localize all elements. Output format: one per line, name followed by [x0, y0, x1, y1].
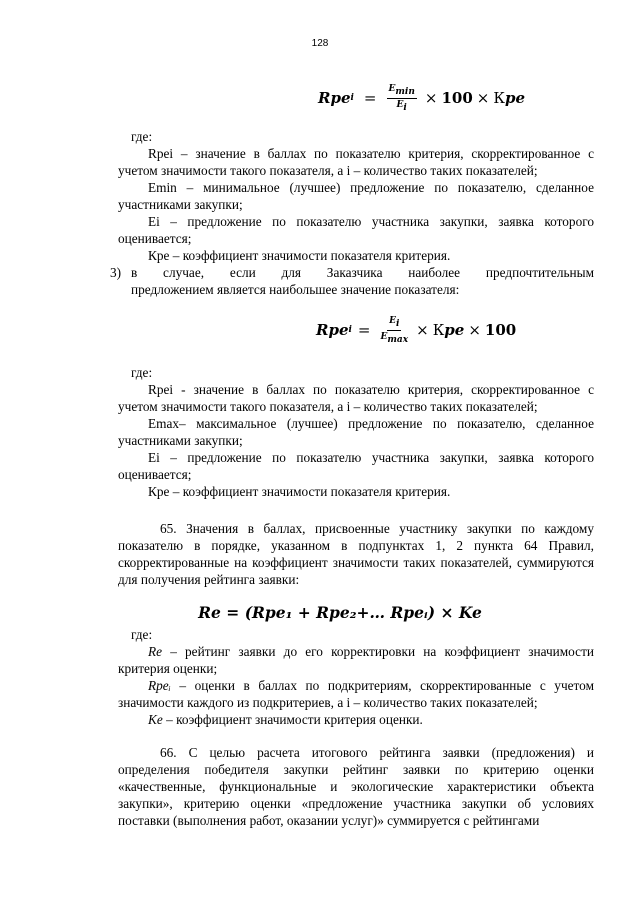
block-1	[110, 128, 594, 298]
paragraph-66: 66. С целью расчета итогового рейтинга заявки (предложения) и определения победителя закупки рейтинг заявки по критерию оценки «качественные, функциональные и экологические характеристики объекта закупки», критерию оценки «предложение участника закупки об условиях поставки (выполнения работ, оказании услуг)» суммируется с рейтингами	[118, 745, 594, 828]
definition-emin: Emin – минимальное (лучшее) предложение по показателю, сделанное участниками закупки;	[118, 180, 594, 212]
definition-emax: Emax– максимальное (лучшее) предложение по показателю, сделанное участниками закупки;	[118, 416, 594, 448]
definition-kpe: Кре – коэффициент значимости показателя критерия.	[148, 248, 451, 263]
formula-emax: Rpe i = $\frac{E_i}{E_{max}}$ × К pe × 100	[316, 316, 517, 345]
definition-ei: Ei – предложение по показателю участника закупки, заявка которого оценивается;	[118, 214, 594, 246]
block-3	[118, 626, 594, 728]
definition-rpei: Rpei - значение в баллах по показателю критерия, скорректированное с учетом значимости такого показателя, а i – количество таких показателей;	[118, 382, 594, 414]
definition-ke: Ke – коэффициент значимости критерия оценки.	[148, 712, 423, 727]
formula-fraction: $\frac{E_i}{E_{max}}$	[380, 316, 409, 345]
list-item-3: 3) в случае, если для Заказчика наиболее предпочтительным предложением является наибольшее значение показателя:	[110, 265, 594, 297]
definition-rpe-sub: Rpeᵢ – оценки в баллах по подкритериям, скорректированные с учетом значимости каждого из подкритериев, а i – количество таких показателей;	[118, 678, 594, 710]
definition-rpei: Rpei – значение в баллах по показателю критерия, скорректированное с учетом значимости такого показателя, а i – количество таких показателей;	[118, 146, 594, 178]
where-label: где:	[131, 627, 153, 642]
paragraph-65: 65. Значения в баллах, присвоенные участнику закупки по каждому показателю в порядке, указанном в подпунктах 1, 2 пункта 64 Правил, скорректированные на коэффициент значимости таких показателей, суммируются для получения рейтинга заявки:	[118, 521, 594, 587]
formula-emin: Rpe i = $\frac{E_{min}}{E_i}$ × 100 × К pe	[318, 84, 525, 113]
formula-fraction: $\frac{E_{min}}{E_i}$	[388, 84, 415, 113]
formula-rating: Re = (Rpe₁ + Rpe₂+… Rpeᵢ) × Ke	[198, 603, 482, 622]
formula-lhs: Rpe	[318, 89, 351, 108]
definition-kpe: Кре – коэффициент значимости показателя критерия.	[148, 484, 451, 499]
page-number: 128	[311, 38, 329, 49]
definition-re: Re – рейтинг заявки до его корректировки на коэффициент значимости критерия оценки;	[118, 644, 594, 676]
block-2	[118, 364, 594, 500]
where-label: где:	[131, 129, 153, 144]
where-label: где:	[131, 365, 153, 380]
definition-ei: Ei – предложение по показателю участника закупки, заявка которого оценивается;	[118, 450, 594, 482]
